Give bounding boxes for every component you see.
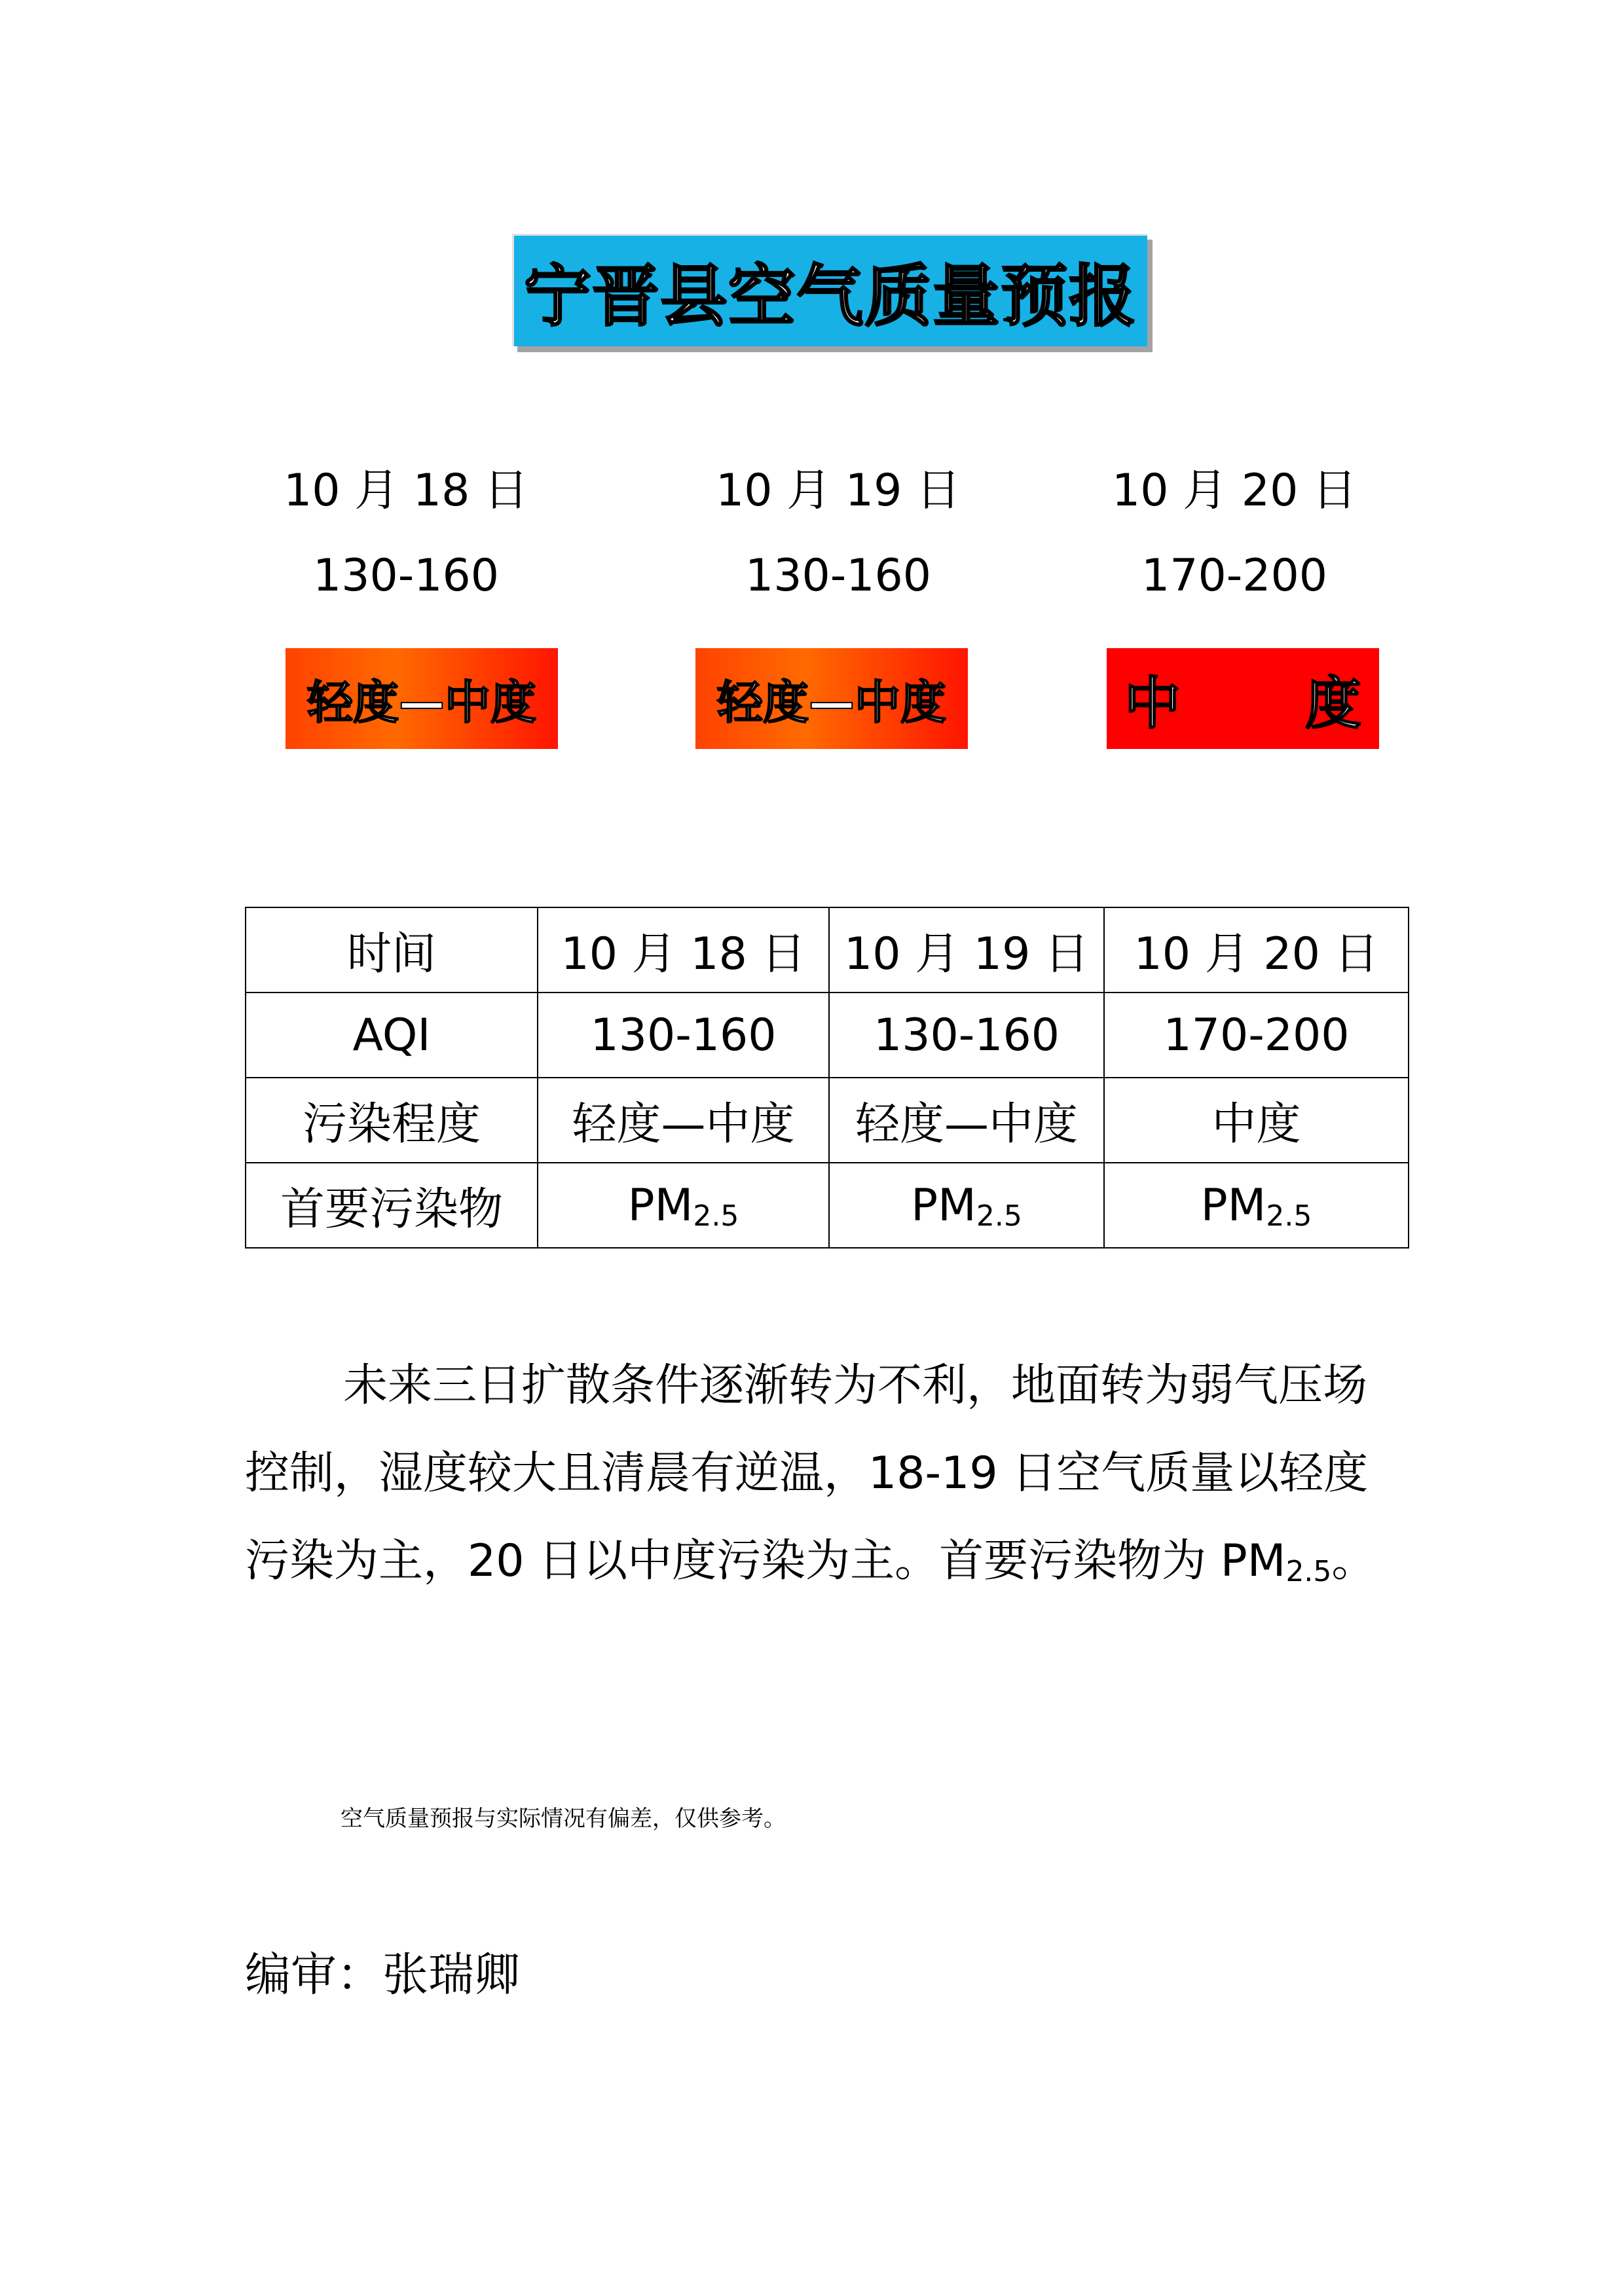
pollutant-subscript: 2.5 — [976, 1199, 1022, 1233]
level-badge-1 — [286, 648, 558, 749]
row-label-time: 时间 — [246, 907, 538, 993]
table-cell-level: 轻度—中度 — [829, 1078, 1104, 1163]
pollutant-name: PM — [627, 1179, 693, 1231]
table-cell-aqi: 130-160 — [538, 993, 829, 1078]
page-title: 宁晋县空气质量预报 — [524, 257, 1137, 336]
description-subscript: 2.5 — [1285, 1555, 1332, 1588]
day-aqi: 130-160 — [745, 550, 932, 602]
level-badge-label: 轻度—中度 — [717, 675, 946, 729]
level-badge-label: 轻度—中度 — [307, 675, 536, 729]
pollutant-name: PM — [911, 1179, 976, 1231]
row-label-level: 污染程度 — [246, 1078, 538, 1163]
editor-credit: 编审：张瑞卿 — [245, 1948, 520, 2001]
level-badge-3 — [1107, 648, 1414, 749]
day-date: 10 月 20 日 — [1112, 465, 1357, 517]
table-cell-aqi: 170-200 — [1104, 993, 1409, 1078]
title-banner — [512, 234, 1147, 346]
description-text: 未来三日扩散条件逐渐转为不利，地面转为弱气压场控制，湿度较大且清晨有逆温，18-19 日空气质量以轻度污染为主，20 日以中度污染为主。首要污染物为 PM — [245, 1360, 1369, 1587]
description-tail: 。 — [1331, 1535, 1376, 1587]
table-row — [246, 993, 1409, 1078]
table-row — [246, 1078, 1409, 1163]
day-forecast-3 — [1051, 458, 1418, 609]
table-cell-aqi: 130-160 — [829, 993, 1104, 1078]
disclaimer-note: 空气质量预报与实际情况有偏差，仅供参考。 — [341, 1806, 786, 1832]
table-cell-pollutant — [1104, 1163, 1409, 1248]
row-label-pollutant: 首要污染物 — [246, 1163, 538, 1248]
level-badge-label: 中 度 — [1124, 671, 1414, 737]
pollutant-subscript: 2.5 — [1266, 1199, 1312, 1233]
forecast-description — [245, 1342, 1384, 1611]
table-row — [246, 1163, 1409, 1248]
day-forecast-2 — [655, 458, 1022, 609]
table-cell-level: 轻度—中度 — [538, 1078, 829, 1163]
table-cell-date: 10 月 20 日 — [1104, 907, 1409, 993]
day-aqi: 130-160 — [312, 550, 500, 602]
table-row — [246, 907, 1409, 993]
level-badge-2 — [695, 648, 968, 749]
table-cell-date: 10 月 18 日 — [538, 907, 829, 993]
row-label-aqi: AQI — [246, 993, 538, 1078]
day-aqi: 170-200 — [1141, 550, 1328, 602]
pollutant-name: PM — [1200, 1179, 1266, 1231]
day-forecast-1 — [223, 458, 589, 609]
pollutant-subscript: 2.5 — [693, 1199, 739, 1233]
forecast-table — [245, 907, 1409, 1248]
table-cell-level: 中度 — [1104, 1078, 1409, 1163]
table-cell-pollutant — [538, 1163, 829, 1248]
day-date: 10 月 19 日 — [716, 465, 961, 517]
day-date: 10 月 18 日 — [284, 465, 528, 517]
table-cell-date: 10 月 19 日 — [829, 907, 1104, 993]
table-cell-pollutant — [829, 1163, 1104, 1248]
